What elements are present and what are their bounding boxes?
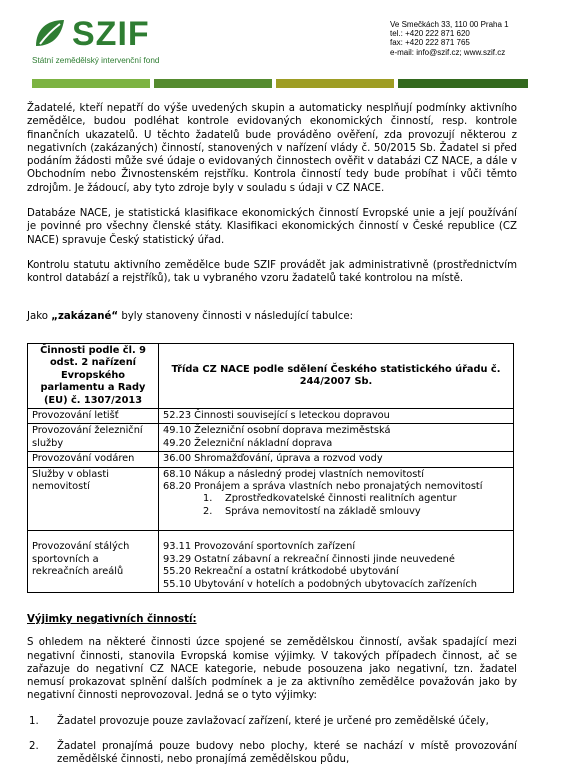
contact-block [390,20,509,57]
paragraph-1: Žadatelé, kteří nepatří do výše uvedených skupin a automaticky nesplňují podmínky aktivního zemědělce, budou podléhat kontrole evidovaných ekonomických činností, resp. kontrole finančních ukazatelů. U těchto žadatelů bude prováděno ověření, zda provozují některou z negativních (zakázaných) činností, stanovených v nařízení vlády č. 50/2015 Sb. Žadatel si před podáním žádosti může své údaje o evidovaných činnostech ověřit v databázi CZ NACE, a dále v Obchodním nebo Živnostenském rejstříku. Kontrola činností tedy bude probíhat i vůči těmto zdrojům. Je žádoucí, aby tyto zdroje byly v souladu s údaji v CZ NACE. [27,103,517,194]
paragraph-3: Kontrolu statutu aktivního zemědělce bude SZIF provádět jak administrativně (prostřednictvím kontrol databází a rejstříků), tak u vybraného vzoru žadatelů také kontrolou na místě. [27,259,517,285]
nace-item: 55.20 Rekreační a ostatní krátkodobé ubytování [163,566,399,578]
activity-cell: Provozování vodáren [28,452,159,467]
exception-number: 1. [29,715,39,727]
nace-cell [159,531,514,593]
nace-cell [159,467,514,531]
nace-item: 93.11 Provozování sportovních zařízení [163,541,356,553]
exception-text: Žadatel pronajímá pouze budovy nebo plochy, které se nachází v místě provozování zemědělské činnosti, nebo pronajímá zemědělskou půdu, [57,741,517,766]
table-row [28,531,514,593]
nace-item: 49.10 Železniční osobní doprava meziměstská [163,425,391,437]
nace-item: 68.10 Nákup a následný prodej vlastních nemovitostí [163,468,424,480]
table-intro-bold: „zakázané“ [51,310,119,322]
activity-cell: Provozování železniční služby [28,424,159,452]
subitem-number: 2. [203,505,213,517]
table-header-row [28,344,514,409]
subitem-text: Správa nemovitostí na základě smlouvy [225,505,421,517]
header-color-rule [32,73,534,82]
nace-cell [159,452,514,467]
szif-logo-mark-icon [32,16,68,52]
table-intro [27,310,517,323]
table-row [28,467,514,531]
nace-item: 93.29 Ostatní zábavní a rekreační činnosti jinde neuvedené [163,553,455,565]
letterhead [0,0,565,80]
nace-cell [159,409,514,424]
nace-table [27,343,514,593]
exception-item [27,715,517,728]
nace-subitem [163,493,509,505]
exceptions-heading: Výjimky negativních činností: [27,614,197,625]
table-intro-before: Jako [27,310,52,322]
header-cell-activities: Činnosti podle čl. 9 odst. 2 nařízení Evropského parlamentu a Rady (EU) č. 1307/2013 [28,344,159,409]
activity-cell: Služby v oblasti nemovitostí [28,467,159,531]
activity-cell: Provozování letišť [28,409,159,424]
exception-number: 2. [29,741,39,753]
logo-subtitle: Státní zemědělský intervenční fond [32,56,160,65]
exception-text: Žadatel provozuje pouze zavlažovací zařízení, které je určené pro zemědělské účely, [57,715,489,727]
contact-fax: fax: +420 222 871 765 [390,38,470,48]
exceptions-section [27,613,517,779]
nace-cell [159,424,514,452]
paragraph-2: Databáze NACE, je statistická klasifikace ekonomických činností Evropské unie a její používání je povinné pro všechny členské státy. Klasifikaci ekonomických činností v České republice (CZ NACE) spravuje Český statistický úřad. [27,208,517,246]
nace-item: 68.20 Pronájem a správa vlastních nebo pronajatých nemovitostí [163,481,483,493]
contact-phone: tel.: +420 222 871 620 [390,29,470,39]
szif-logo [32,14,192,70]
nace-item: 49.20 Železniční nákladní doprava [163,437,333,449]
intro-section [27,102,517,334]
table-intro-after: byly stanoveny činnosti v následující tabulce: [118,310,354,322]
table-row [28,424,514,452]
contact-address: Ve Smečkách 33, 110 00 Praha 1 [390,20,509,29]
contact-email[interactable]: e-mail: info@szif.cz; www.szif.cz [390,47,506,57]
exception-item [27,740,517,767]
nace-subitem [163,506,509,518]
subitem-text: Zprostředkovatelské činnosti realitních agentur [225,493,457,505]
header-cell-nace: Třída CZ NACE podle sdělení Českého statistického úřadu č. 244/2007 Sb. [159,344,514,409]
subitem-number: 1. [203,493,213,505]
logo-text: SZIF [72,15,150,53]
activity-cell: Provozování stálých sportovních a rekreačních areálů [28,531,159,593]
table-row [28,409,514,424]
nace-item: 52.23 Činnosti související s leteckou dopravou [163,410,390,422]
table-row [28,452,514,467]
nace-item: 36.00 Shromažďování, úprava a rozvod vody [163,453,383,465]
nace-item: 55.10 Ubytování v hotelích a podobných ubytovacích zařízeních [163,578,477,590]
exceptions-text: S ohledem na některé činnosti úzce spojené se zemědělskou činností, avšak spadající mezi negativní činnosti, stanovila Evropská komise výjimky. V takových případech činnost, ač se zařazuje do negativní CZ NACE kategorie, nebude posouzena jako negativní, tzn. žadatel nemusí prokazovat splnění dalších podmínek a je za aktivního zemědělce považován jako by negativní činnosti neprovozoval. Jedná se o tyto výjimky: [27,637,517,702]
